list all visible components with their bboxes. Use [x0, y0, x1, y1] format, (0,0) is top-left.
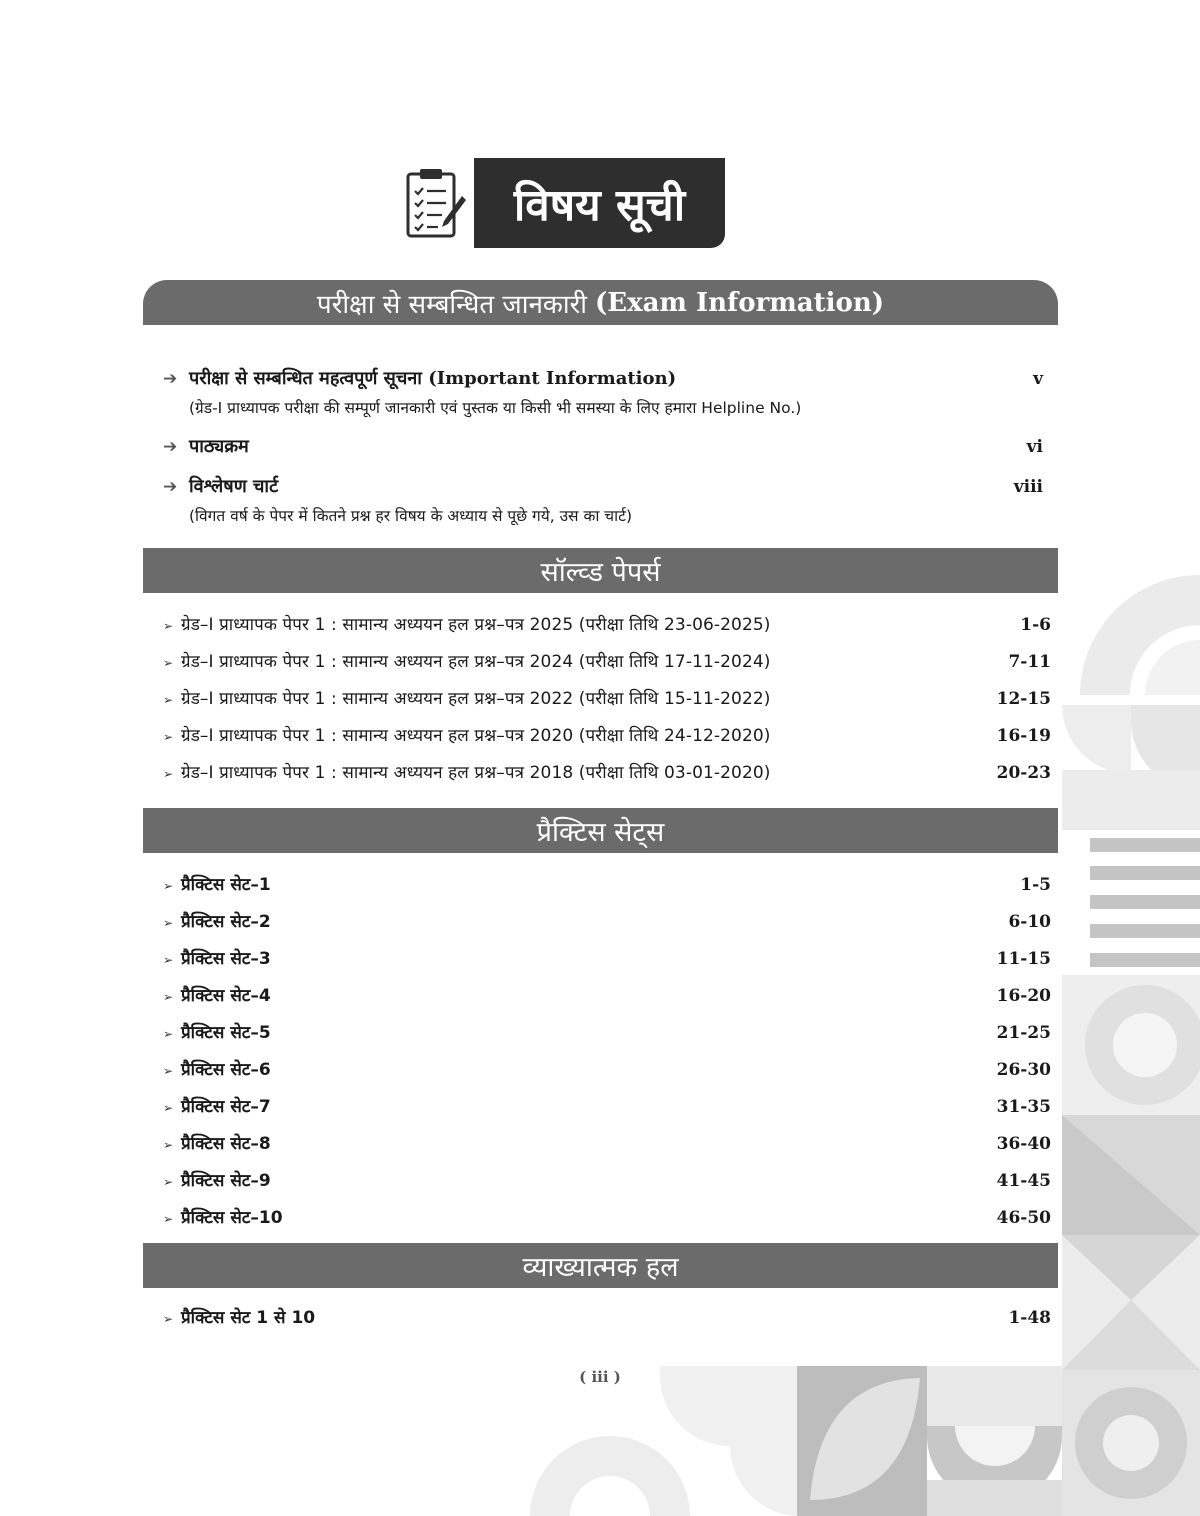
section-title-hindi: परीक्षा से सम्बन्धित जानकारी — [316, 289, 587, 320]
row-page: 11-15 — [996, 949, 1051, 969]
toc-row-solved-paper[interactable] — [163, 723, 1051, 746]
row-page: 12-15 — [996, 689, 1051, 709]
row-page: 46-50 — [996, 1208, 1051, 1228]
section-header-explanatory-solutions — [143, 1243, 1058, 1288]
triangle-bullet-icon: ➢ — [163, 1101, 174, 1115]
entry-title: परीक्षा से सम्बन्धित महत्वपूर्ण सूचना — [189, 368, 422, 389]
row-page: 1-5 — [1020, 875, 1051, 895]
row-page: 6-10 — [1008, 912, 1051, 932]
entry-note: (विगत वर्ष के पेपर में कितने प्रश्न हर विषय के अध्याय से पूछे गये, उस का चार्ट) — [189, 507, 633, 525]
row-label: प्रैक्टिस सेट–7 — [181, 1097, 271, 1117]
section-header-solved-papers — [143, 548, 1058, 593]
row-label: प्रैक्टिस सेट–6 — [181, 1060, 271, 1080]
toc-row-solved-paper[interactable] — [163, 612, 1051, 635]
toc-row-solved-paper[interactable] — [163, 686, 1051, 709]
arrow-icon: ➔ — [163, 437, 178, 457]
triangle-bullet-icon: ➢ — [163, 1064, 174, 1078]
triangle-bullet-icon: ➢ — [163, 953, 174, 967]
triangle-bullet-icon: ➢ — [163, 693, 174, 707]
entry-title-english: (Important Information) — [428, 368, 677, 389]
toc-row-practice-set[interactable] — [163, 1020, 1051, 1043]
triangle-bullet-icon: ➢ — [163, 1027, 174, 1041]
toc-row-solved-paper[interactable] — [163, 760, 1051, 783]
row-label: ग्रेड–I प्राध्यापक पेपर 1 : सामान्य अध्ययन हल प्रश्न–पत्र 2018 (परीक्षा तिथि 03-01-2020) — [181, 763, 771, 783]
toc-row-practice-set[interactable] — [163, 946, 1051, 969]
row-page: 36-40 — [996, 1134, 1051, 1154]
section-title: सॉल्व्ड पेपर्स — [540, 557, 661, 588]
row-page: 1-48 — [1008, 1308, 1051, 1328]
entry-page: viii — [1013, 477, 1043, 497]
row-page: 16-20 — [996, 986, 1051, 1006]
triangle-bullet-icon: ➢ — [163, 730, 174, 744]
toc-row-practice-set[interactable] — [163, 1168, 1051, 1191]
triangle-bullet-icon: ➢ — [163, 990, 174, 1004]
toc-row-practice-set[interactable] — [163, 1094, 1051, 1117]
section-title: प्रैक्टिस सेट्स — [536, 817, 665, 848]
section-title: व्याख्यात्मक हल — [522, 1252, 679, 1283]
clipboard-checklist-icon — [404, 166, 466, 240]
entry-title: पाठ्यक्रम — [189, 436, 249, 457]
row-label: ग्रेड–I प्राध्यापक पेपर 1 : सामान्य अध्ययन हल प्रश्न–पत्र 2025 (परीक्षा तिथि 23-06-2025) — [181, 615, 771, 635]
row-page: 20-23 — [996, 763, 1051, 783]
toc-row-practice-set[interactable] — [163, 983, 1051, 1006]
row-label: प्रैक्टिस सेट–10 — [181, 1208, 283, 1228]
triangle-bullet-icon: ➢ — [163, 767, 174, 781]
row-label: प्रैक्टिस सेट–8 — [181, 1134, 271, 1154]
row-page: 7-11 — [1008, 652, 1051, 672]
section-title-english: (Exam Information) — [594, 287, 885, 318]
section-header-exam-information — [143, 280, 1058, 325]
row-page: 31-35 — [996, 1097, 1051, 1117]
row-page: 21-25 — [996, 1023, 1051, 1043]
section-header-practice-sets — [143, 808, 1058, 853]
entry-title: विश्लेषण चार्ट — [189, 476, 279, 497]
entry-page: v — [1033, 369, 1043, 389]
row-page: 16-19 — [996, 726, 1051, 746]
toc-row-practice-set[interactable] — [163, 1131, 1051, 1154]
row-label: प्रैक्टिस सेट–9 — [181, 1171, 271, 1191]
triangle-bullet-icon: ➢ — [163, 1312, 174, 1326]
arrow-icon: ➔ — [163, 477, 178, 497]
toc-row-solved-paper[interactable] — [163, 649, 1051, 672]
triangle-bullet-icon: ➢ — [163, 656, 174, 670]
triangle-bullet-icon: ➢ — [163, 916, 174, 930]
row-label: प्रैक्टिस सेट–5 — [181, 1023, 271, 1043]
entry-page: vi — [1026, 437, 1043, 457]
row-label: प्रैक्टिस सेट–3 — [181, 949, 271, 969]
row-label: ग्रेड–I प्राध्यापक पेपर 1 : सामान्य अध्ययन हल प्रश्न–पत्र 2022 (परीक्षा तिथि 15-11-2022) — [181, 689, 771, 709]
arrow-icon: ➔ — [163, 369, 178, 389]
toc-row-practice-set[interactable] — [163, 872, 1051, 895]
toc-entry-syllabus[interactable] — [163, 434, 1043, 458]
page-title: विषय सूची — [474, 158, 725, 248]
toc-row-practice-set[interactable] — [163, 1205, 1051, 1228]
toc-row-practice-set[interactable] — [163, 1057, 1051, 1080]
row-label: ग्रेड–I प्राध्यापक पेपर 1 : सामान्य अध्ययन हल प्रश्न–पत्र 2024 (परीक्षा तिथि 17-11-2024) — [181, 652, 771, 672]
triangle-bullet-icon: ➢ — [163, 1212, 174, 1226]
row-page: 1-6 — [1020, 615, 1051, 635]
row-label: प्रैक्टिस सेट 1 से 10 — [181, 1308, 316, 1328]
row-label: ग्रेड–I प्राध्यापक पेपर 1 : सामान्य अध्ययन हल प्रश्न–पत्र 2020 (परीक्षा तिथि 24-12-2020) — [181, 726, 771, 746]
triangle-bullet-icon: ➢ — [163, 879, 174, 893]
row-label: प्रैक्टिस सेट–4 — [181, 986, 271, 1006]
toc-row-explanatory[interactable] — [163, 1305, 1051, 1328]
entry-note: (ग्रेड-I प्राध्यापक परीक्षा की सम्पूर्ण जानकारी एवं पुस्तक या किसी भी समस्या के लिए हमारा Helpline No.) — [189, 399, 802, 417]
row-page: 26-30 — [996, 1060, 1051, 1080]
toc-row-practice-set[interactable] — [163, 909, 1051, 932]
page-number: ( iii ) — [579, 1368, 621, 1386]
row-label: प्रैक्टिस सेट–2 — [181, 912, 271, 932]
triangle-bullet-icon: ➢ — [163, 1138, 174, 1152]
page-heading — [404, 158, 725, 248]
toc-entry-analysis-chart[interactable] — [163, 474, 1043, 526]
triangle-bullet-icon: ➢ — [163, 619, 174, 633]
row-label: प्रैक्टिस सेट–1 — [181, 875, 271, 895]
row-page: 41-45 — [996, 1171, 1051, 1191]
toc-entry-important-information[interactable] — [163, 366, 1043, 418]
triangle-bullet-icon: ➢ — [163, 1175, 174, 1189]
